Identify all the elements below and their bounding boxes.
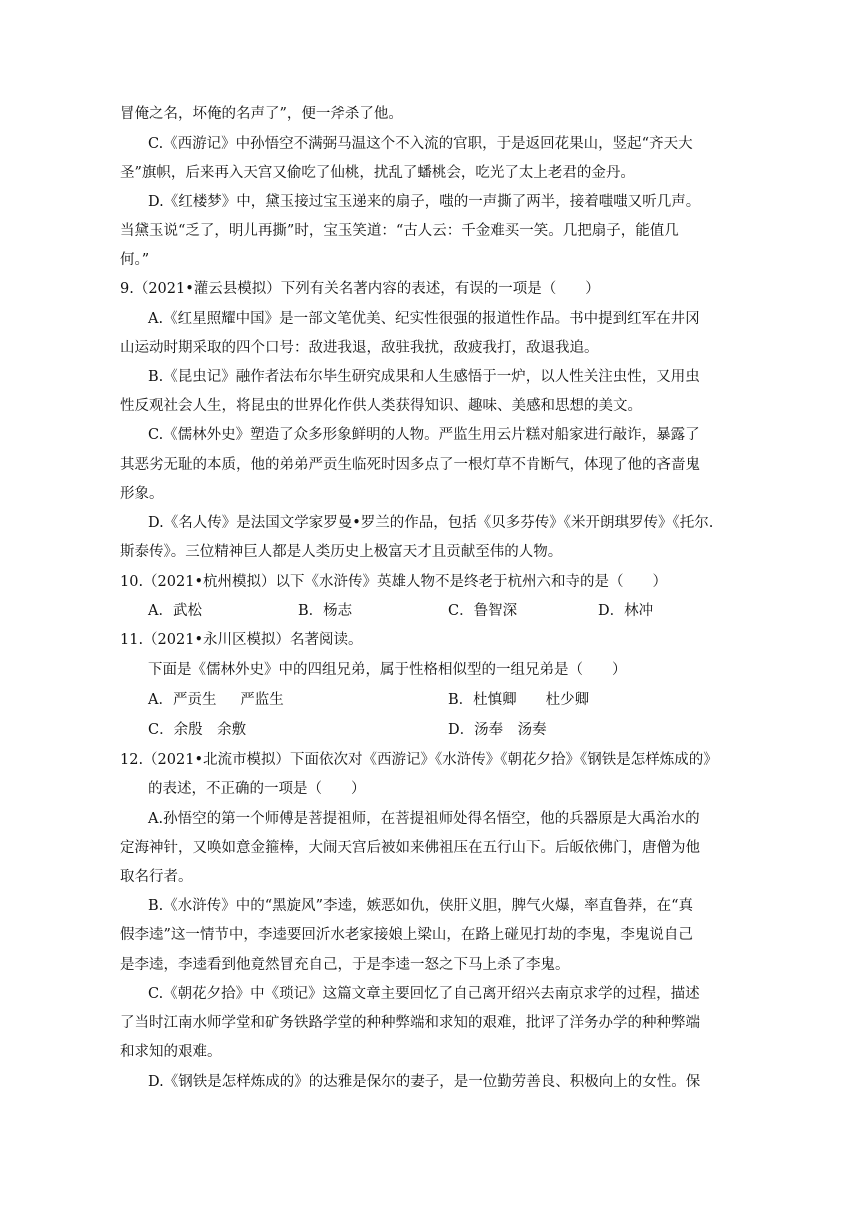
text-line: 下面是《儒林外史》中的四组兄弟，属于性格相似型的一组兄弟是（ ）	[148, 662, 627, 678]
text-line: 假李逵”这一情节中，李逵要回沂水老家接娘上梁山，在路上碰见打劫的李鬼，李鬼说自己	[120, 927, 693, 943]
text-line: A.《红星照耀中国》是一部文笔优美、纪实性很强的报道性作品。书中提到红军在井冈	[148, 311, 700, 327]
q11-option-b: B．杜慎卿 杜少卿	[448, 692, 590, 708]
q11-option-c: C．余殷 余敷	[148, 722, 247, 738]
question-10-stem: 10.（2021•杭州模拟）以下《水浒传》英雄人物不是终老于杭州六和寺的是（ ）	[120, 574, 668, 590]
text-line: 圣”旗帜，后来再入天宫又偷吃了仙桃，扰乱了蟠桃会，吃光了太上老君的金丹。	[120, 165, 635, 181]
text-line: C.《西游记》中孙悟空不满弼马温这个不入流的官职，于是返回花果山，竖起“齐天大	[148, 136, 693, 152]
text-line: 定海神针，又唤如意金箍棒，大闹天宫后被如来佛祖压在五行山下。后皈依佛门，唐僧为他	[120, 840, 700, 856]
question-11-stem: 11.（2021•永川区模拟）名著阅读。	[120, 632, 363, 648]
text-line: 何。”	[120, 252, 150, 268]
text-line: 冒俺之名，坏俺的名声了”，便一斧杀了他。	[120, 106, 403, 122]
text-line: D.《红楼梦》中，黛玉接过宝玉递来的扇子，嗤的一声撕了两半，接着嗤嗤又听几声。	[148, 194, 701, 210]
text-line: C.《儒林外史》塑造了众多形象鲜明的人物。严监生用云片糕对船家进行敲诈，暴露了	[148, 427, 700, 443]
text-line: 和求知的艰难。	[120, 1044, 222, 1060]
text-line: 是李逵，李逵看到他竟然冒充自己，于是李逵一怒之下马上杀了李鬼。	[120, 957, 570, 973]
text-line: B.《昆虫记》融作者法布尔毕生研究成果和人生感悟于一炉，以人性关注虫性，又用虫	[148, 369, 700, 385]
q10-option-b: B．杨志	[298, 603, 353, 619]
text-line: B.《水浒传》中的“黑旋风”李逵，嫉恶如仇，侠肝义胆，脾气火爆，率直鲁莽，在“真	[148, 898, 693, 914]
text-line: 取名行者。	[120, 869, 193, 885]
text-line: D.《名人传》是法国文学家罗曼•罗兰的作品，包括《贝多芬传》《米开朗琪罗传》《托尔.	[148, 515, 714, 531]
text-line: 的表述，不正确的一项是（ ）	[148, 781, 366, 797]
q10-option-a: A．武松	[148, 603, 202, 619]
text-line: 其恶劣无耻的本质，他的弟弟严贡生临死时因多点了一根灯草不肯断气，体现了他的吝啬鬼	[120, 457, 700, 473]
q11-option-d: D．汤奉 汤奏	[448, 722, 547, 738]
text-line: 形象。	[120, 486, 164, 502]
text-line: 斯泰传》。三位精神巨人都是人类历史上极富天才且贡献至伟的人物。	[120, 544, 563, 560]
q10-option-c: C．鲁智深	[448, 603, 518, 619]
text-line: 了当时江南水师学堂和矿务铁路学堂的种种弊端和求知的艰难，批评了洋务办学的种种弊端	[120, 1015, 700, 1031]
q10-option-d: D．林冲	[598, 603, 654, 619]
question-12-stem: 12.（2021•北流市模拟）下面依次对《西游记》《水浒传》《朝花夕拾》《钢铁是怎样炼成的》	[120, 752, 718, 768]
q11-option-a: A．严贡生 严监生	[148, 692, 284, 708]
text-line: 山运动时期采取的四个口号：敌进我退，敌驻我扰，敌疲我打，敌退我追。	[120, 340, 599, 356]
text-line: A.孙悟空的第一个师傅是菩提祖师，在菩提祖师处得名悟空，他的兵器原是大禹治水的	[148, 811, 700, 827]
text-line: 当黛玉说“乏了，明儿再撕”时，宝玉笑道：“古人云：千金难买一笑。几把扇子，能值几	[120, 223, 679, 239]
question-9-stem: 9.（2021•灌云县模拟）下列有关名著内容的表述，有误的一项是（ ）	[120, 281, 600, 297]
text-line: C.《朝花夕拾》中《琐记》这篇文章主要回忆了自己离开绍兴去南京求学的过程，描述	[148, 986, 700, 1002]
text-line: D.《钢铁是怎样炼成的》的达雅是保尔的妻子，是一位勤劳善良、积极向上的女性。保	[148, 1074, 701, 1090]
text-line: 性反观社会人生，将昆虫的世界化作供人类获得知识、趣味、美感和思想的美文。	[120, 398, 642, 414]
